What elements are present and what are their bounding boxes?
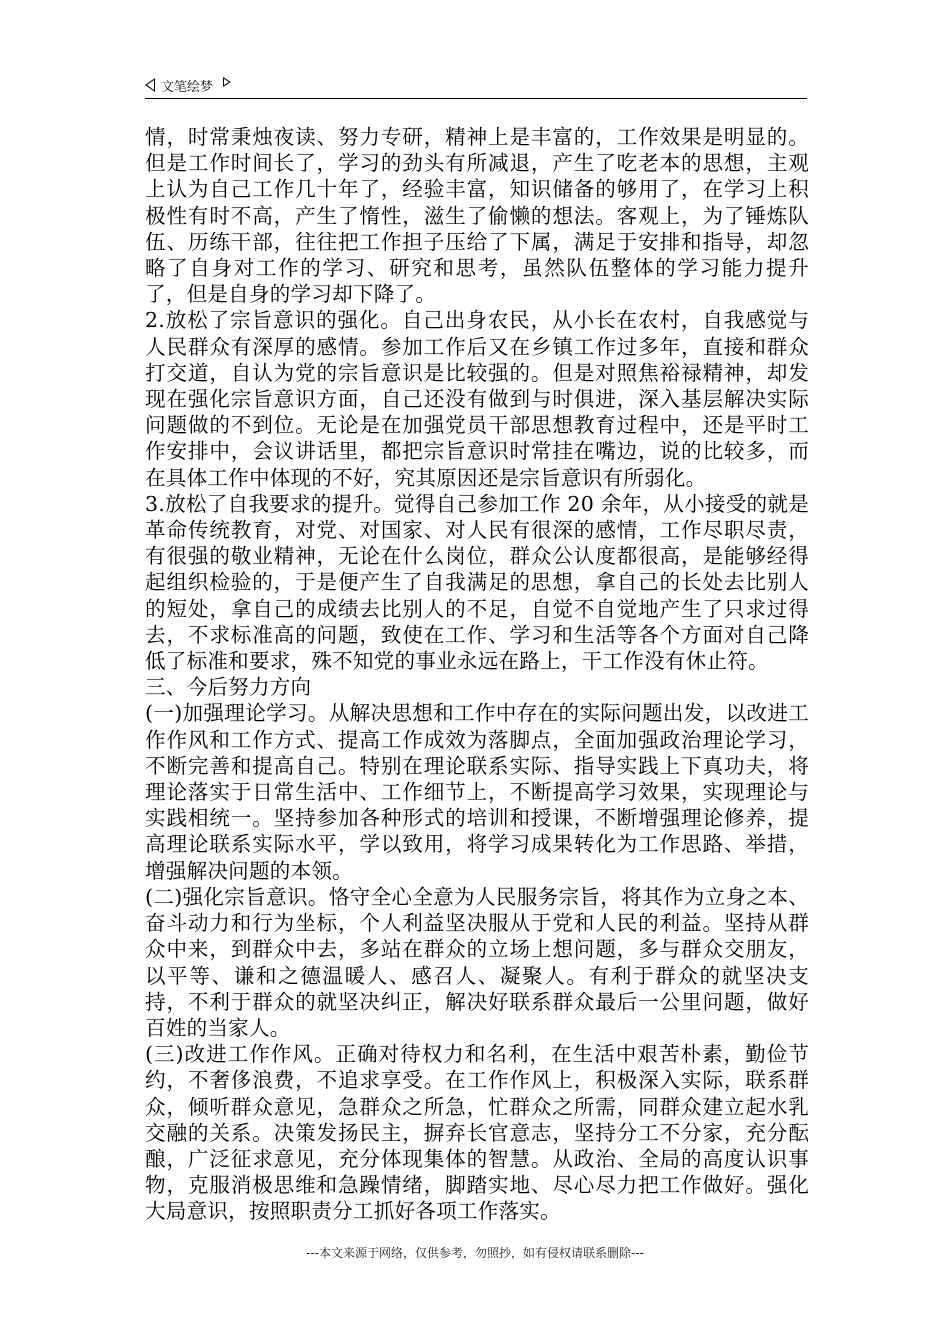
- header-divider: [145, 98, 807, 99]
- paragraph-self-requirement: 3.放松了自我要求的提升。觉得自己参加工作 20 余年，从小接受的就是革命传统教育，对党、对国家、对人民有很深的感情，工作尽职尽责，有很强的敬业精神，无论在什么岗位，群众公认度都很高，是能够经得起组织检验的，于是便产生了自我满足的思想，拿自己的长处去比别人的短处，拿自己的成绩去比别人的不足，自觉不自觉地产生了只求过得去，不求标准高的问题，致使在工作、学习和生活等各个方面对自己降低了标准和要求，殊不知党的事业永远在路上，干工作没有休止符。: [145, 491, 809, 674]
- paragraph-purpose-awareness: 2.放松了宗旨意识的强化。自己出身农民，从小长在农村，自我感觉与人民群众有深厚的感情。参加工作后又在乡镇工作过多年，直接和群众打交道，自认为党的宗旨意识是比较强的。但是对照焦裕禄精神，却发现在强化宗旨意识方面，自己还没有做到与时俱进，深入基层解决实际问题做的不到位。无论是在加强党员干部思想教育过程中，还是平时工作安排中，会议讲话里，都把宗旨意识时常挂在嘴边，说的比较多，而在具体工作中体现的不好，究其原因还是宗旨意识有所弱化。: [145, 308, 809, 490]
- paragraph-theory-study: (一)加强理论学习。从解决思想和工作中存在的实际问题出发，以改进工作作风和工作方式、提高工作成效为落脚点，全面加强政治理论学习，不断完善和提高自己。特别在理论联系实际、指导实践上下真功夫，将理论落实于日常生活中、工作细节上，不断提高学习效果，实现理论与实践相统一。坚持参加各种形式的培训和授课，不断增强理论修养，提高理论联系实际水平，学以致用，将学习成果转化为工作思路、举措，增强解决问题的本领。: [145, 701, 809, 883]
- section-heading-future-direction: 三、今后努力方向: [145, 675, 312, 700]
- triangle-left-icon: [145, 78, 155, 92]
- page-footer-disclaimer: ---本文来源于网络，仅供参考，勿照抄，如有侵权请联系删除---: [306, 1246, 644, 1260]
- page-header: [145, 74, 807, 96]
- paragraph-strengthen-purpose: (二)强化宗旨意识。恪守全心全意为人民服务宗旨，将其作为立身之本、奋斗动力和行为坐标，个人利益坚决服从于党和人民的利益。坚持从群众中来，到群众中去，多站在群众的立场上想问题，多与群众交朋友，以平等、谦和之德温暖人、感召人、凝聚人。有利于群众的就坚决支持，不利于群众的就坚决纠正，解决好联系群众最后一公里问题，做好百姓的当家人。: [145, 884, 809, 1040]
- paragraph-study-continuation: 情，时常秉烛夜读、努力专研，精神上是丰富的，工作效果是明显的。但是工作时间长了，学习的劲头有所减退，产生了吃老本的思想，主观上认为自己工作几十年了，经验丰富，知识储备的够用了，在学习上积极性有时不高，产生了惰性，滋生了偷懒的想法。客观上，为了锤炼队伍、历练干部，往往把工作担子压给了下属，满足于安排和指导，却忽略了自身对工作的学习、研究和思考，虽然队伍整体的学习能力提升了，但是自身的学习却下降了。: [145, 125, 809, 307]
- triangle-right-icon: [223, 77, 231, 87]
- document-body: [145, 124, 809, 1225]
- header-title: 文笔绘梦: [161, 79, 214, 95]
- paragraph-improve-style: (三)改进工作作风。正确对待权力和名利，在生活中艰苦朴素，勤俭节约，不奢侈浪费，不追求享受。在工作作风上，积极深入实际，联系群众，倾听群众意见，急群众之所急，忙群众之所需，同群众建立起水乳交融的关系。决策发扬民主，摒弃长官意志，坚持分工不分家，充分酝酿，广泛征求意见，充分体现集体的智慧。从政治、全局的高度认识事物，克服消极思维和急躁情绪，脚踏实地、尽心尽力把工作做好。强化大局意识，按照职责分工抓好各项工作落实。: [145, 1042, 809, 1224]
